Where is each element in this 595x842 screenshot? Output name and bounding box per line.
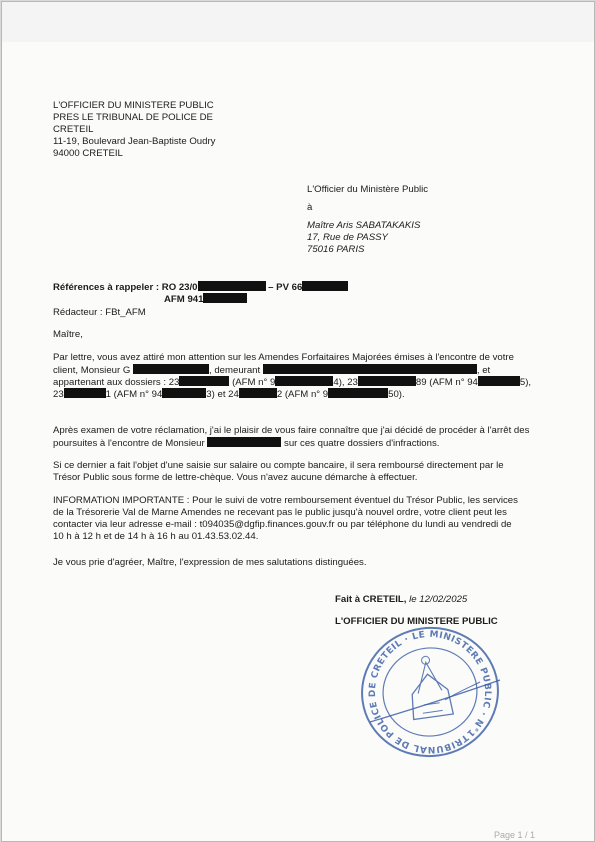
scan-top-band bbox=[2, 2, 594, 42]
signature-place-date bbox=[335, 594, 467, 606]
signature-title: L'OFFICIER DU MINISTERE PUBLIC bbox=[335, 616, 498, 627]
recipient-name: Maître Aris SABATAKAKIS bbox=[307, 220, 421, 231]
redaction bbox=[207, 437, 281, 447]
recipient-city: 75016 PARIS bbox=[307, 244, 365, 255]
para4-line-1: INFORMATION IMPORTANTE : Pour le suivi de votre remboursement éventuel du Trésor Public, les services bbox=[53, 495, 518, 506]
para1-line-4: 23 1 (AFM n° 94 3) et 24 2 (AFM n° 9 50). bbox=[53, 389, 405, 400]
stamp-ring-text: TRIBUNAL DE POLICE DE CRETEIL · LE MINISTERE PUBLIC · N°16 bbox=[367, 629, 493, 755]
para1-line-2: client, Monsieur G , demeurant , et bbox=[53, 365, 491, 376]
sender-line-3: CRETEIL bbox=[53, 124, 94, 135]
redaction bbox=[179, 376, 229, 386]
to-word: à bbox=[307, 202, 313, 213]
para4-line-2: de la Trésorerie Val de Marne Amendes ne recevant pas le public jusqu'à nouvel ordre, votre client peut les bbox=[53, 507, 507, 518]
para1-line-1: Par lettre, vous avez attiré mon attention sur les Amendes Forfaitaires Majorées émises à l'encontre de votre bbox=[53, 352, 514, 363]
redaction bbox=[133, 364, 209, 374]
redaction bbox=[64, 388, 106, 398]
signature-date: le 12/02/2025 bbox=[409, 594, 468, 605]
sender-line-1: L'OFFICIER DU MINISTERE PUBLIC bbox=[53, 100, 214, 111]
redaction bbox=[162, 388, 206, 398]
signature-place: Fait à CRETEIL, bbox=[335, 594, 407, 605]
redacteur: Rédacteur : FBt_AFM bbox=[53, 307, 146, 318]
references-line bbox=[53, 281, 348, 294]
para4-line-4: 10 h à 12 h et de 14 h à 16 h au 01.43.53.02.44. bbox=[53, 531, 259, 542]
para2-line-2: poursuites à l'encontre de Monsieur sur ces quatre dossiers d'infractions. bbox=[53, 438, 440, 449]
closing-line: Je vous prie d'agréer, Maître, l'expression de mes salutations distinguées. bbox=[53, 557, 367, 568]
references-label: Références à rappeler : RO 23/0 bbox=[53, 282, 198, 293]
para3-line-1: Si ce dernier a fait l'objet d'une saisie sur salaire ou compte bancaire, il sera remboursé directement par le bbox=[53, 460, 504, 471]
redaction bbox=[263, 364, 477, 374]
sender-address: 11-19, Boulevard Jean-Baptiste Oudry bbox=[53, 136, 216, 147]
para4-line-3: contacter via leur adresse e-mail : t094035@dgfip.finances.gouv.fr ou par téléphone du lundi au vendredi de bbox=[53, 519, 512, 530]
redaction bbox=[328, 388, 388, 398]
redaction bbox=[198, 281, 266, 291]
svg-text:TRIBUNAL DE POLICE DE CRETEIL bbox=[350, 622, 510, 762]
page-number: Page 1 / 1 bbox=[494, 830, 536, 840]
letter-page bbox=[1, 1, 595, 842]
references-afm-line bbox=[164, 293, 247, 306]
redaction bbox=[203, 293, 247, 303]
redaction bbox=[302, 281, 348, 291]
salutation: Maître, bbox=[53, 329, 83, 340]
redaction bbox=[358, 376, 416, 386]
sender-line-2: PRES LE TRIBUNAL DE POLICE DE bbox=[53, 112, 213, 123]
para2-line-1: Après examen de votre réclamation, j'ai le plaisir de vous faire connaître que j'ai décidé de procéder à l'arrêt des bbox=[53, 425, 530, 436]
redaction bbox=[275, 376, 333, 386]
from-line: L'Officier du Ministère Public bbox=[307, 184, 429, 195]
official-stamp-icon bbox=[350, 622, 510, 762]
redaction bbox=[239, 388, 277, 398]
sender-city: 94000 CRETEIL bbox=[53, 148, 123, 159]
redaction bbox=[478, 376, 520, 386]
recipient-street: 17, Rue de PASSY bbox=[307, 232, 388, 243]
references-pv: – PV 66 bbox=[265, 282, 303, 293]
para3-line-2: Trésor Public sous forme de lettre-chèque. Vous n'avez aucune démarche à effectuer. bbox=[53, 472, 418, 483]
para1-line-3: appartenant aux dossiers : 23 (AFM n° 9 4), 23 89 (AFM n° 94 5), bbox=[53, 377, 532, 388]
references-afm: AFM 941 bbox=[164, 294, 204, 305]
